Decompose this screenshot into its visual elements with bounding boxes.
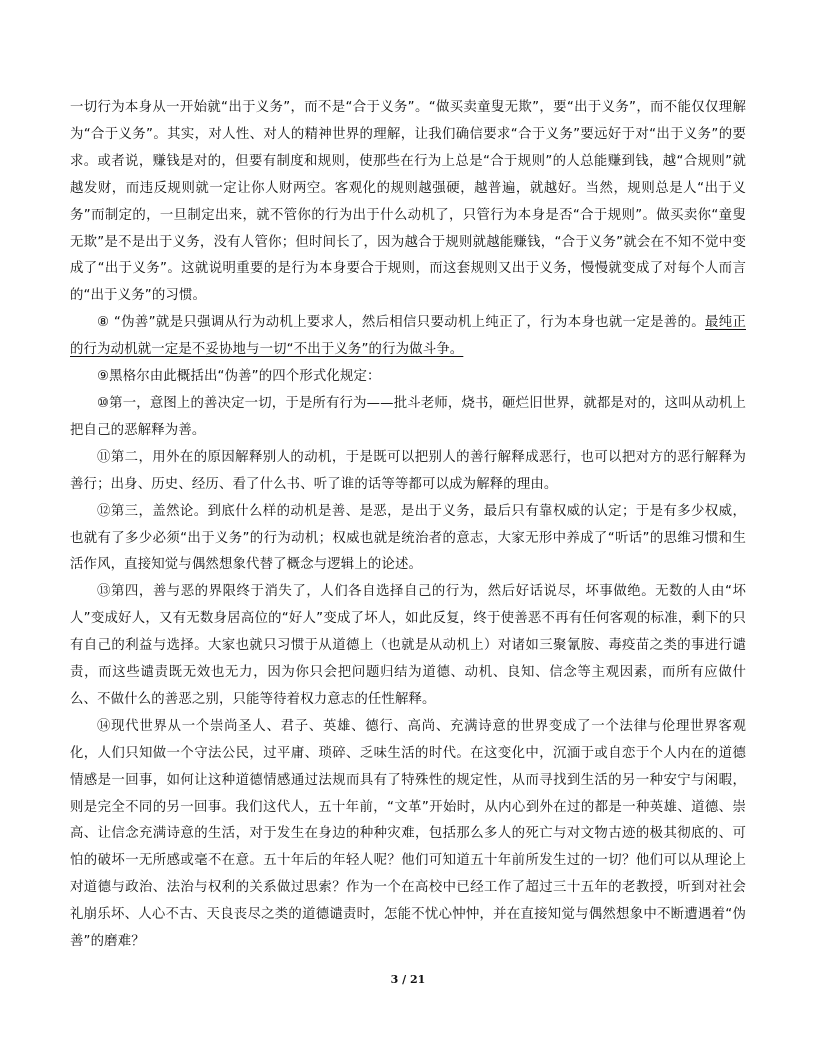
paragraph-9: ⑨黑格尔由此概括出“伪善”的四个形式化规定：: [97, 369, 381, 385]
paragraph-13: ⑬第四，善与恶的界限终于消失了，人们各自选择自己的行为，然后好话说尽，坏事做绝。无数的人由“坏人”变成好人，又有无数身居高位的“好人”变成了坏人，如此反复，终于使善恶不再有任何客观的标准，剩下的只有自己的利益与选择。大家也就只习惯于从道德上（也就是从动机上）对诸如三聚氰胺、毒疫苗之类的事进行谴责，而这些谴责既无效也无力，因为你只会把问题归结为道德、动机、良知、信念等主观因素，而所有应做什么、不做什么的善恶之别，只能等待着权力意志的任性解释。: [70, 584, 746, 707]
paragraph-8: [70, 310, 746, 364]
paragraph-12: ⑫第三，盖然论。到底什么样的动机是善、是恶，是出于义务，最后只有靠权威的认定；于是有多少权威，也就有了多少必须“出于义务”的行为动机；权威也就是统治者的意志，大家无形中养成了“听话”的思维习惯和生活作风，直接知觉与偶然想象代替了概念与逻辑上的论述。: [70, 503, 746, 573]
page-number: 3 / 21: [390, 973, 426, 986]
paragraph-8-text: ⑧ “伪善”就是只强调从行为动机上要求人，然后相信只要动机上纯正了，行为本身也就一定是善的。: [97, 315, 705, 331]
paragraph-11: ⑪第二，用外在的原因解释别人的动机，于是既可以把别人的善行解释成恶行，也可以把对方的恶行解释为善行；出身、历史、经历、看了什么书、听了谁的话等等都可以成为解释的理由。: [70, 449, 746, 492]
paragraph-continued: 一切行为本身从一开始就“出于义务”，而不是“合于义务”。“做买卖童叟无欺”，要“出于义务”，而不能仅仅理解为“合于义务”。其实，对人性、对人的精神世界的理解，让我们确信要求“合于义务”要远好于对“出于义务”的要求。或者说，赚钱是对的，但要有制度和规则，使那些在行为上总是“合于规则”的人总能赚到钱，越“合规则”就越发财，而违反规则就一定让你人财两空。客观化的规则越强硬，越普遍，就越好。当然，规则总是人“出于义务”而制定的，一旦制定出来，就不管你的行为出于什么动机了，只管行为本身是否“合于规则”。做买卖你“童叟无欺”是不是出于义务，没有人管你；但时间长了，因为越合于规则就越能赚钱，“合于义务”就会在不知不觉中变成了“出于义务”。这就说明重要的是行为本身要合于规则，而这套规则又出于义务，慢慢就变成了对每个人而言的“出于义务”的习惯。: [70, 100, 746, 304]
paragraph-10: ⑩第一，意图上的善决定一切，于是所有行为——批斗老师，烧书，砸烂旧世界，就都是对的，这叫从动机上把自己的恶解释为善。: [70, 395, 746, 438]
paragraph-8-underlined-sentence: 最纯正的行为动机就一定是不妥协地与一切“不出于义务”的行为做斗争。: [70, 315, 746, 358]
paragraph-14: ⑭现代世界从一个崇尚圣人、君子、英雄、德行、高尚、充满诗意的世界变成了一个法律与伦理世界客观化，人们只知做一个守法公民，过平庸、琐碎、乏味生活的时代。在这变化中，沉湎于或自恋于个人内在的道德情感是一回事，如何让这种道德情感通过法规而具有了特殊性的规定性，从而寻找到生活的另一种安宁与闲暇，则是完全不同的另一回事。我们这代人，五十年前，“文革”开始时，从内心到外在过的都是一种英雄、道德、崇高、让信念充满诗意的生活，对于发生在身边的种种灾难，包括那么多人的死亡与对文物古迹的极其彻底的、可怕的破坏一无所感或毫不在意。五十年后的年轻人呢？他们可知道五十年前所发生过的一切？他们可以从理论上对道德与政治、法治与权利的关系做过思索？作为一个在高校中已经工作了超过三十五年的老教授，听到对社会礼崩乐坏、人心不古、天良丧尽之类的道德谴责时，怎能不忧心忡忡，并在直接知觉与偶然想象中不断遭遇着“伪善”的磨难？: [70, 718, 746, 950]
document-body: [70, 95, 746, 956]
